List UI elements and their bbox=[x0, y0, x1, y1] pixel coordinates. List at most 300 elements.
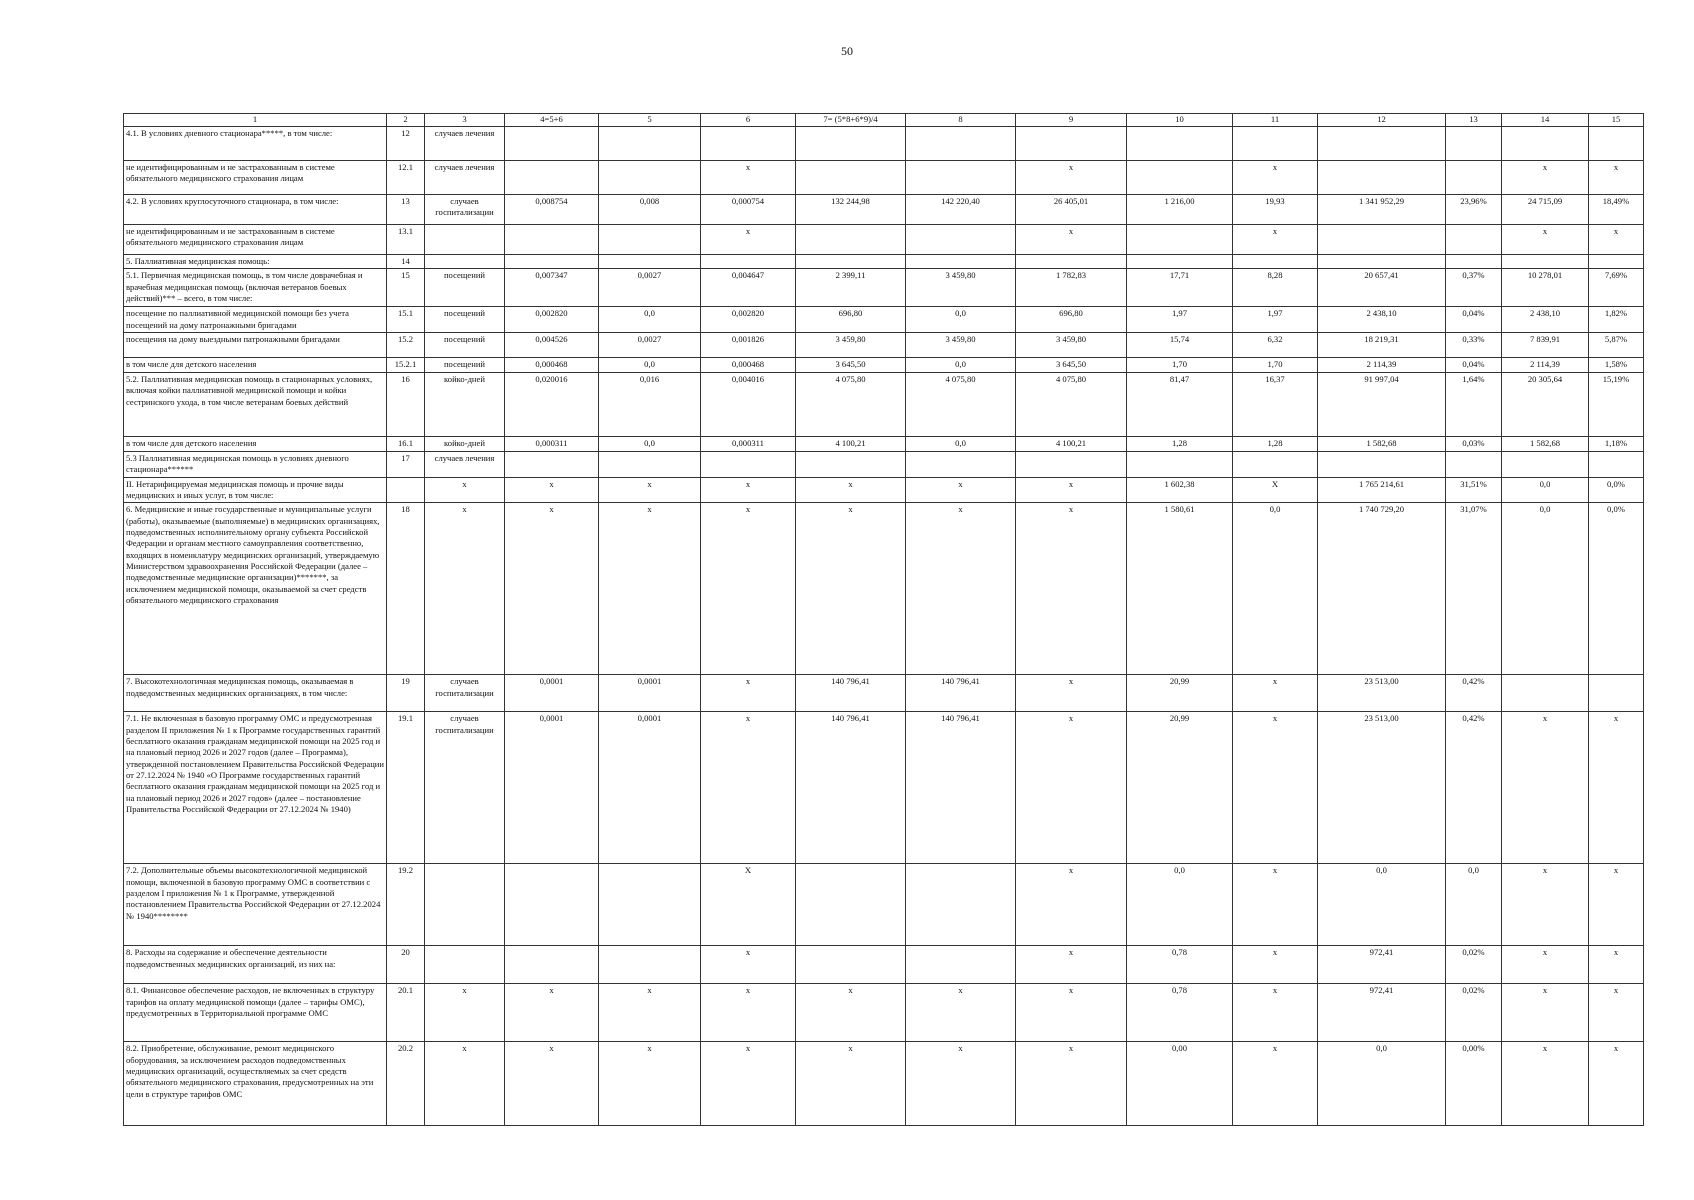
table-cell: 972,41 bbox=[1318, 946, 1446, 984]
table-cell bbox=[505, 452, 599, 478]
column-header: 9 bbox=[1016, 114, 1127, 127]
table-cell: х bbox=[505, 1042, 599, 1126]
table-cell: 1 580,61 bbox=[1127, 503, 1233, 675]
table-cell: случаев госпитализации bbox=[425, 195, 505, 225]
table-cell: х bbox=[701, 675, 796, 712]
table-cell: х bbox=[1016, 503, 1127, 675]
table-cell: 16 bbox=[387, 373, 425, 437]
table-row bbox=[124, 452, 1644, 478]
table-cell: х bbox=[1016, 675, 1127, 712]
table-cell: 0,020016 bbox=[505, 373, 599, 437]
table-cell: 0,001826 bbox=[701, 333, 796, 358]
table-cell: 4 075,80 bbox=[796, 373, 906, 437]
table-cell: х bbox=[1233, 1042, 1318, 1126]
table-cell: 20.2 bbox=[387, 1042, 425, 1126]
table-cell: 7 839,91 bbox=[1502, 333, 1589, 358]
table-cell: 696,80 bbox=[796, 307, 906, 333]
table-cell bbox=[1127, 225, 1233, 255]
table-cell: 0,000468 bbox=[505, 358, 599, 373]
table-cell bbox=[1502, 452, 1589, 478]
table-cell bbox=[505, 946, 599, 984]
table-cell: 2 114,39 bbox=[1502, 358, 1589, 373]
table-cell: х bbox=[701, 225, 796, 255]
table-cell: 20.1 bbox=[387, 984, 425, 1042]
table-cell: 1,70 bbox=[1127, 358, 1233, 373]
row-label: 7.1. Не включенная в базовую программу ОМС и предусмотренная разделом II приложения № 1 к Программе государственных гарантий бесплатного оказания гражданам медицинской помощи на 2025 год и на плановый период 2026 и 2027 годов (далее – Программа), утвержденной постановлением Правительства Российской Федерации от 27.12.2024 № 1940 «О Программе государственных гарантий бесплатного оказания гражданам медицинской помощи на 2025 год и на плановый период 2026 и 2027 годов» (далее – постановление Правительства Российской Федерации от 27.12.2024 № 1940) bbox=[124, 712, 387, 864]
table-cell: 1 602,38 bbox=[1127, 477, 1233, 503]
table-cell: х bbox=[1016, 946, 1127, 984]
table-cell bbox=[599, 255, 701, 269]
table-cell: 4 075,80 bbox=[1016, 373, 1127, 437]
table-cell: случаев лечения bbox=[425, 161, 505, 195]
table-cell bbox=[1016, 452, 1127, 478]
table-cell: 3 459,80 bbox=[1016, 333, 1127, 358]
row-label: 6. Медицинские и иные государственные и муниципальные услуги (работы), оказываемые (выполняемые) в медицинских организациях, подведомственных исполнительному органу субъекта Российской Федерации и органам местного самоуправления соответственно, входящих в номенклатуру медицинских организаций, утверждаемую Министерством здравоохранения Российской Федерации (далее – подведомственные медицинские организации)*******, за исключением медицинской помощи, оказываемой за счет средств обязательного медицинского страхования bbox=[124, 503, 387, 675]
table-row bbox=[124, 269, 1644, 307]
table-cell: 1,97 bbox=[1233, 307, 1318, 333]
table-cell bbox=[599, 864, 701, 946]
column-header: 3 bbox=[425, 114, 505, 127]
table-cell: 12.1 bbox=[387, 161, 425, 195]
row-label: 5. Паллиативная медицинская помощь: bbox=[124, 255, 387, 269]
table-cell: 91 997,04 bbox=[1318, 373, 1446, 437]
column-header: 2 bbox=[387, 114, 425, 127]
table-row bbox=[124, 503, 1644, 675]
table-cell: случаев лечения bbox=[425, 452, 505, 478]
table-cell: 16,37 bbox=[1233, 373, 1318, 437]
table-cell: 0,00% bbox=[1446, 1042, 1502, 1126]
table-cell: 1,28 bbox=[1127, 437, 1233, 452]
table-cell: 5,87% bbox=[1589, 333, 1644, 358]
table-cell: х bbox=[1016, 225, 1127, 255]
table-cell: Х bbox=[1233, 477, 1318, 503]
row-label: II. Нетарифицируемая медицинская помощь и прочие виды медицинских и иных услуг, в том числе: bbox=[124, 477, 387, 503]
table-cell: 1 765 214,61 bbox=[1318, 477, 1446, 503]
table-row bbox=[124, 1042, 1644, 1126]
table-row bbox=[124, 675, 1644, 712]
table-row bbox=[124, 437, 1644, 452]
table-cell: 0,0027 bbox=[599, 269, 701, 307]
table-cell: 0,0001 bbox=[505, 675, 599, 712]
table-cell: 14 bbox=[387, 255, 425, 269]
table-cell: х bbox=[1589, 161, 1644, 195]
table-cell: х bbox=[1502, 1042, 1589, 1126]
table-cell: 0,0001 bbox=[599, 675, 701, 712]
table-cell: х bbox=[701, 477, 796, 503]
table-cell: х bbox=[906, 1042, 1016, 1126]
table-cell: х bbox=[599, 984, 701, 1042]
table-row bbox=[124, 373, 1644, 437]
table-cell: 15.1 bbox=[387, 307, 425, 333]
table-cell: 15 bbox=[387, 269, 425, 307]
row-label: 7.2. Дополнительные объемы высокотехнологичной медицинской помощи, включенной в базовую программу ОМС в соответствии с разделом I приложения № 1 к Программе, утвержденной постановлением Правительства Российской Федерации от 27.12.2024 № 1940******** bbox=[124, 864, 387, 946]
table-cell: 1 582,68 bbox=[1502, 437, 1589, 452]
table-cell: 17,71 bbox=[1127, 269, 1233, 307]
table-cell: 3 645,50 bbox=[796, 358, 906, 373]
table-row bbox=[124, 946, 1644, 984]
table-cell bbox=[599, 452, 701, 478]
table-cell: 0,0 bbox=[1502, 503, 1589, 675]
table-cell bbox=[505, 161, 599, 195]
column-header: 15 bbox=[1589, 114, 1644, 127]
table-cell: 31,51% bbox=[1446, 477, 1502, 503]
table-cell bbox=[796, 161, 906, 195]
table-cell: х bbox=[1233, 161, 1318, 195]
table-cell: 0,78 bbox=[1127, 984, 1233, 1042]
table-cell: х bbox=[1502, 946, 1589, 984]
table-cell: 2 399,11 bbox=[796, 269, 906, 307]
table-cell: 140 796,41 bbox=[796, 712, 906, 864]
table-cell bbox=[387, 477, 425, 503]
table-cell: х bbox=[796, 1042, 906, 1126]
table-cell: 0,37% bbox=[1446, 269, 1502, 307]
table-cell: 0,0 bbox=[906, 437, 1016, 452]
table-cell: 23 513,00 bbox=[1318, 712, 1446, 864]
column-header: 5 bbox=[599, 114, 701, 127]
table-cell: 0,0 bbox=[1233, 503, 1318, 675]
table-cell: 3 459,80 bbox=[796, 333, 906, 358]
row-label: посещения на дому выездными патронажными бригадами bbox=[124, 333, 387, 358]
table-row bbox=[124, 864, 1644, 946]
table-cell: 0,04% bbox=[1446, 358, 1502, 373]
table-cell: 696,80 bbox=[1016, 307, 1127, 333]
table-cell: 0,016 bbox=[599, 373, 701, 437]
table-cell: 1 582,68 bbox=[1318, 437, 1446, 452]
table-cell: 140 796,41 bbox=[796, 675, 906, 712]
table-cell: 0,002820 bbox=[505, 307, 599, 333]
table-cell: 19 bbox=[387, 675, 425, 712]
table-cell: 23 513,00 bbox=[1318, 675, 1446, 712]
column-header: 8 bbox=[906, 114, 1016, 127]
row-label: 7. Высокотехнологичная медицинская помощь, оказываемая в подведомственных медицинских организациях, в том числе: bbox=[124, 675, 387, 712]
table-cell: х bbox=[425, 1042, 505, 1126]
table-cell: 0,0 bbox=[906, 307, 1016, 333]
table-cell: 20 305,64 bbox=[1502, 373, 1589, 437]
table-cell: 3 459,80 bbox=[906, 333, 1016, 358]
row-label: 5.1. Первичная медицинская помощь, в том числе доврачебная и врачебная медицинская помощь (включая ветеранов боевых действий)*** – всего, в том числе: bbox=[124, 269, 387, 307]
table-cell: случаев госпитализации bbox=[425, 712, 505, 864]
table-cell: 24 715,09 bbox=[1502, 195, 1589, 225]
table-cell: 0,00 bbox=[1127, 1042, 1233, 1126]
table-cell bbox=[1446, 452, 1502, 478]
table-cell: х bbox=[599, 1042, 701, 1126]
table-cell: 8,28 bbox=[1233, 269, 1318, 307]
table-cell bbox=[1233, 127, 1318, 161]
table-cell bbox=[1589, 127, 1644, 161]
table-cell: 18 219,31 bbox=[1318, 333, 1446, 358]
table-cell: х bbox=[701, 946, 796, 984]
table-cell bbox=[599, 161, 701, 195]
table-cell: х bbox=[1589, 864, 1644, 946]
table-cell: 0,004526 bbox=[505, 333, 599, 358]
table-cell: х bbox=[1589, 225, 1644, 255]
table-cell bbox=[701, 452, 796, 478]
table-cell: х bbox=[701, 161, 796, 195]
table-cell: 0,000311 bbox=[701, 437, 796, 452]
table-cell: х bbox=[1589, 712, 1644, 864]
table-cell: 0,33% bbox=[1446, 333, 1502, 358]
table-cell bbox=[1318, 452, 1446, 478]
table-row bbox=[124, 127, 1644, 161]
table-row bbox=[124, 225, 1644, 255]
column-header: 14 bbox=[1502, 114, 1589, 127]
table-cell bbox=[1127, 161, 1233, 195]
table-cell bbox=[1233, 452, 1318, 478]
table-cell bbox=[1127, 255, 1233, 269]
table-row bbox=[124, 307, 1644, 333]
table-cell bbox=[1446, 127, 1502, 161]
table-cell: 0,03% bbox=[1446, 437, 1502, 452]
table-cell: х bbox=[1233, 946, 1318, 984]
table-cell: 0,008754 bbox=[505, 195, 599, 225]
table-cell: посещений bbox=[425, 358, 505, 373]
table-cell: 15.2 bbox=[387, 333, 425, 358]
table-cell: х bbox=[1016, 161, 1127, 195]
table-cell: 2 438,10 bbox=[1318, 307, 1446, 333]
column-header: 13 bbox=[1446, 114, 1502, 127]
table-cell: посещений bbox=[425, 333, 505, 358]
table-cell: х bbox=[796, 477, 906, 503]
table-cell bbox=[796, 225, 906, 255]
table-cell: 0,000468 bbox=[701, 358, 796, 373]
table-cell: 1,18% bbox=[1589, 437, 1644, 452]
row-label: в том числе для детского населения bbox=[124, 437, 387, 452]
table-cell: 0,0 bbox=[1446, 864, 1502, 946]
table-cell: х bbox=[1589, 984, 1644, 1042]
table-cell bbox=[1233, 255, 1318, 269]
table-cell: 18,49% bbox=[1589, 195, 1644, 225]
table-cell bbox=[796, 452, 906, 478]
table-cell: 15,74 bbox=[1127, 333, 1233, 358]
table-cell: х bbox=[1016, 712, 1127, 864]
table-row bbox=[124, 477, 1644, 503]
table-cell: 142 220,40 bbox=[906, 195, 1016, 225]
table-cell: х bbox=[1233, 675, 1318, 712]
table-cell: х bbox=[701, 712, 796, 864]
table-cell: х bbox=[1502, 161, 1589, 195]
table-cell bbox=[1318, 255, 1446, 269]
table-cell bbox=[906, 127, 1016, 161]
row-label: 8. Расходы на содержание и обеспечение деятельности подведомственных медицинских организаций, из них на: bbox=[124, 946, 387, 984]
column-header: 6 bbox=[701, 114, 796, 127]
table-cell: 20 657,41 bbox=[1318, 269, 1446, 307]
table-cell: 0,000311 bbox=[505, 437, 599, 452]
table-row bbox=[124, 358, 1644, 373]
table-cell: 0,0 bbox=[1318, 864, 1446, 946]
table-cell bbox=[906, 452, 1016, 478]
table-cell bbox=[1446, 255, 1502, 269]
row-label: 4.1. В условиях дневного стационара*****, в том числе: bbox=[124, 127, 387, 161]
table-cell bbox=[796, 864, 906, 946]
table-cell: х bbox=[1233, 984, 1318, 1042]
table-cell: 20 bbox=[387, 946, 425, 984]
table-cell bbox=[906, 225, 1016, 255]
table-cell: 26 405,01 bbox=[1016, 195, 1127, 225]
table-cell: случаев лечения bbox=[425, 127, 505, 161]
table-cell: 0,002820 bbox=[701, 307, 796, 333]
table-cell: х bbox=[1502, 864, 1589, 946]
table-cell: 23,96% bbox=[1446, 195, 1502, 225]
table-cell bbox=[1502, 675, 1589, 712]
table-cell: 12 bbox=[387, 127, 425, 161]
table-cell: 2 438,10 bbox=[1502, 307, 1589, 333]
table-row bbox=[124, 255, 1644, 269]
row-label: 8.1. Финансовое обеспечение расходов, не включенных в структуру тарифов на оплату медицинской помощи (далее – тарифы ОМС), предусмотренных в Территориальной программе ОМС bbox=[124, 984, 387, 1042]
table-cell: 1,28 bbox=[1233, 437, 1318, 452]
table-cell bbox=[906, 161, 1016, 195]
table-body bbox=[124, 114, 1644, 1126]
table-cell: койко-дней bbox=[425, 437, 505, 452]
table-cell: 0,02% bbox=[1446, 946, 1502, 984]
table-cell: х bbox=[906, 477, 1016, 503]
table-cell bbox=[1127, 127, 1233, 161]
table-cell bbox=[1318, 127, 1446, 161]
table-row bbox=[124, 195, 1644, 225]
row-label: не идентифицированным и не застрахованным в системе обязательного медицинского страхования лицам bbox=[124, 161, 387, 195]
table-row bbox=[124, 984, 1644, 1042]
table-row bbox=[124, 161, 1644, 195]
table-cell: х bbox=[1502, 712, 1589, 864]
table-cell: койко-дней bbox=[425, 373, 505, 437]
table-cell: 0,004647 bbox=[701, 269, 796, 307]
table-cell: х bbox=[505, 477, 599, 503]
column-header: 12 bbox=[1318, 114, 1446, 127]
table-cell: х bbox=[1016, 864, 1127, 946]
table-cell: х bbox=[1233, 712, 1318, 864]
table-cell: 0,0027 bbox=[599, 333, 701, 358]
page-number: 50 bbox=[841, 44, 853, 58]
table-cell: 0,008 bbox=[599, 195, 701, 225]
table-cell: 0,000754 bbox=[701, 195, 796, 225]
table-row bbox=[124, 712, 1644, 864]
column-header: 11 bbox=[1233, 114, 1318, 127]
table-cell bbox=[796, 255, 906, 269]
table-cell: 0,42% bbox=[1446, 675, 1502, 712]
table-cell: х bbox=[701, 503, 796, 675]
table-cell: 0,0001 bbox=[599, 712, 701, 864]
table-cell: 17 bbox=[387, 452, 425, 478]
table-cell: 0,0 bbox=[1127, 864, 1233, 946]
table-cell bbox=[906, 255, 1016, 269]
table-cell: 0,0 bbox=[599, 358, 701, 373]
row-label: посещение по паллиативной медицинской помощи без учета посещений на дому патронажными бригадами bbox=[124, 307, 387, 333]
table-cell: случаев госпитализации bbox=[425, 675, 505, 712]
table-cell: 13.1 bbox=[387, 225, 425, 255]
table-cell: 1 740 729,20 bbox=[1318, 503, 1446, 675]
table-cell: 19.1 bbox=[387, 712, 425, 864]
table-cell: 0,0 bbox=[599, 437, 701, 452]
table-cell: х bbox=[1233, 225, 1318, 255]
table-cell: 20,99 bbox=[1127, 675, 1233, 712]
table-cell: 1 216,00 bbox=[1127, 195, 1233, 225]
table-cell: х bbox=[425, 984, 505, 1042]
table-cell bbox=[425, 225, 505, 255]
table-cell: посещений bbox=[425, 307, 505, 333]
table-cell bbox=[505, 127, 599, 161]
table-cell bbox=[701, 255, 796, 269]
table-cell: 4 075,80 bbox=[906, 373, 1016, 437]
table-cell: 20,99 bbox=[1127, 712, 1233, 864]
table-cell: 13 bbox=[387, 195, 425, 225]
table-cell: 140 796,41 bbox=[906, 712, 1016, 864]
table-cell bbox=[1502, 127, 1589, 161]
table-cell: 6,32 bbox=[1233, 333, 1318, 358]
table-header-row bbox=[124, 114, 1644, 127]
table-cell bbox=[1446, 161, 1502, 195]
table-cell: посещений bbox=[425, 269, 505, 307]
table-cell: 1,64% bbox=[1446, 373, 1502, 437]
row-label: 5.3 Паллиативная медицинская помощь в условиях дневного стационара****** bbox=[124, 452, 387, 478]
table-cell bbox=[599, 225, 701, 255]
table-cell: х bbox=[425, 503, 505, 675]
table-cell: 16.1 bbox=[387, 437, 425, 452]
table-cell: Х bbox=[701, 864, 796, 946]
table-cell: х bbox=[796, 984, 906, 1042]
table-cell bbox=[906, 946, 1016, 984]
table-cell: 1,97 bbox=[1127, 307, 1233, 333]
table-cell bbox=[796, 946, 906, 984]
table-cell: 4 100,21 bbox=[1016, 437, 1127, 452]
table-cell: 18 bbox=[387, 503, 425, 675]
table-cell: 140 796,41 bbox=[906, 675, 1016, 712]
table-cell bbox=[1318, 225, 1446, 255]
table-cell: 0,02% bbox=[1446, 984, 1502, 1042]
table-cell: х bbox=[599, 503, 701, 675]
table-cell bbox=[1446, 225, 1502, 255]
table-cell bbox=[425, 255, 505, 269]
table-cell: 10 278,01 bbox=[1502, 269, 1589, 307]
table-cell: х bbox=[1589, 946, 1644, 984]
data-table bbox=[123, 113, 1644, 1126]
table-cell bbox=[1016, 255, 1127, 269]
table-cell: х bbox=[1502, 984, 1589, 1042]
table-cell: 0,42% bbox=[1446, 712, 1502, 864]
table-cell: х bbox=[505, 503, 599, 675]
table-cell: 0,0 bbox=[906, 358, 1016, 373]
table-cell bbox=[906, 864, 1016, 946]
table-cell: х bbox=[1502, 225, 1589, 255]
table-cell: 3 459,80 bbox=[906, 269, 1016, 307]
table-cell: 0,0 bbox=[1318, 1042, 1446, 1126]
table-cell: х bbox=[1016, 477, 1127, 503]
table-cell bbox=[599, 946, 701, 984]
table-cell: 0,78 bbox=[1127, 946, 1233, 984]
table-cell bbox=[1589, 452, 1644, 478]
table-cell: х bbox=[906, 503, 1016, 675]
table-cell: 0,0001 bbox=[505, 712, 599, 864]
table-cell: х bbox=[701, 984, 796, 1042]
row-label: в том числе для детского населения bbox=[124, 358, 387, 373]
table-cell: 1 782,83 bbox=[1016, 269, 1127, 307]
table-cell: 1 341 952,29 bbox=[1318, 195, 1446, 225]
table-cell bbox=[1502, 255, 1589, 269]
table-cell bbox=[599, 127, 701, 161]
table-cell: 0,0% bbox=[1589, 503, 1644, 675]
column-header: 4=5+6 bbox=[505, 114, 599, 127]
table-cell bbox=[425, 946, 505, 984]
row-label: 8.2. Приобретение, обслуживание, ремонт медицинского оборудования, за исключением расходов подведомственных медицинских организаций, осуществляемых за счет средств обязательного медицинского страхования, предусмотренных на эти цели в структуре тарифов ОМС bbox=[124, 1042, 387, 1126]
table-cell: 19,93 bbox=[1233, 195, 1318, 225]
table-cell: х bbox=[701, 1042, 796, 1126]
table-cell: 1,58% bbox=[1589, 358, 1644, 373]
table-cell: х bbox=[1589, 1042, 1644, 1126]
table-cell: 0,007347 bbox=[505, 269, 599, 307]
column-header: 1 bbox=[124, 114, 387, 127]
table-cell: 0,0 bbox=[599, 307, 701, 333]
table-cell: 1,70 bbox=[1233, 358, 1318, 373]
table-cell: 972,41 bbox=[1318, 984, 1446, 1042]
table-cell: х bbox=[1233, 864, 1318, 946]
